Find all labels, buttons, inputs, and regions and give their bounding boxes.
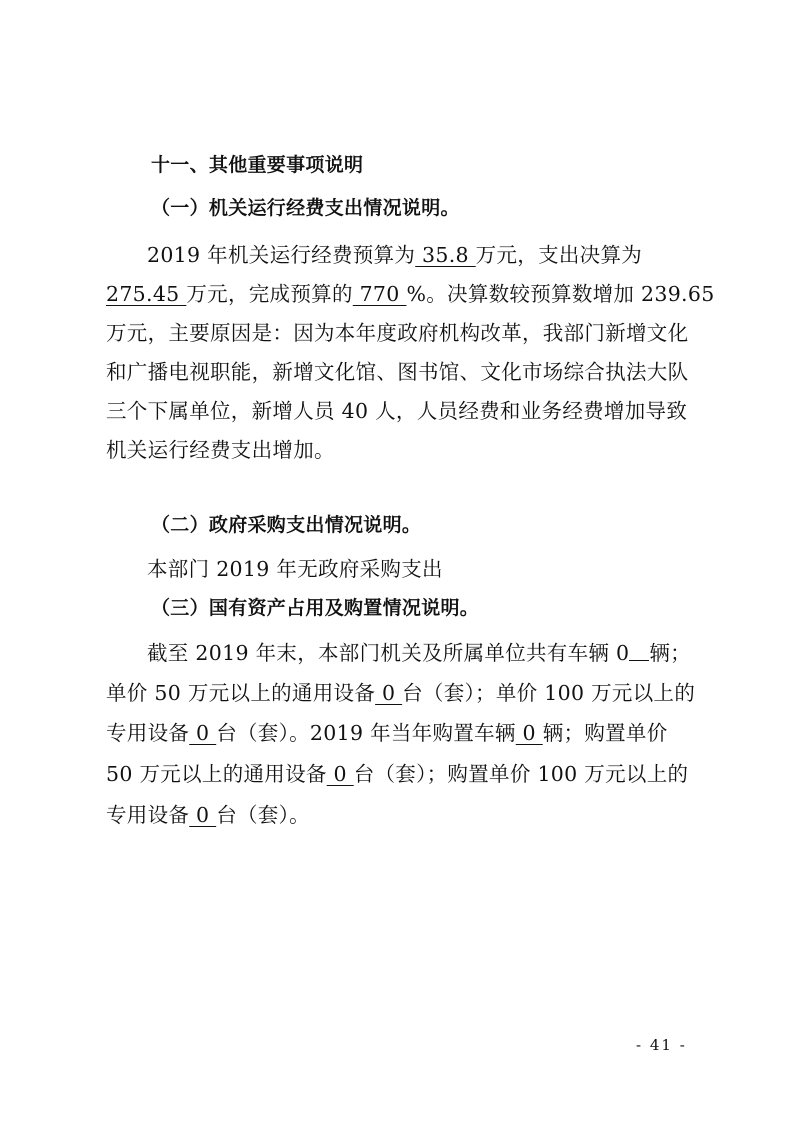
budget-value: 35.8 [415, 243, 476, 267]
general-equipment-purchased-count: 0 [326, 762, 354, 786]
percent-value: 770 [352, 282, 407, 306]
text-span: 专用设备 [106, 721, 190, 745]
page-number: - 41 - [636, 1036, 687, 1054]
sub1-paragraph-line-2 [106, 277, 715, 307]
underline-blank [629, 644, 649, 661]
sub3-line-1 [147, 636, 691, 666]
sub1-paragraph-line-5: 三个下属单位，新增人员 40 人，人员经费和业务经费增加导致 [106, 399, 688, 423]
sub3-title: （三）国有资产占用及购置情况说明。 [151, 597, 480, 619]
sub1-paragraph-line-1 [147, 238, 642, 268]
sub1-paragraph-line-3: 万元，主要原因是：因为本年度政府机构改革，我部门新增文化 [106, 321, 689, 345]
text-span: 辆；购置单价 [542, 721, 668, 745]
text-span: 辆； [649, 641, 691, 665]
text-span: 50 万元以上的通用设备 [106, 762, 327, 786]
text-span: 台（套）。2019 年当年购置车辆 [216, 721, 516, 745]
text-span: 万元，支出决算为 [475, 243, 643, 267]
special-equipment-purchased-count: 0 [189, 803, 217, 827]
text-span: 2019 年机关运行经费预算为 [147, 243, 416, 267]
text-span: 万元，完成预算的 [186, 282, 353, 306]
text-span: %。决算数较预算数增加 239.65 [406, 282, 715, 306]
sub3-line-5 [106, 798, 310, 828]
sub1-paragraph-line-4: 和广播电视职能，新增文化馆、图书馆、文化市场综合执法大队 [106, 360, 689, 384]
section-title: 十一、其他重要事项说明 [151, 154, 364, 176]
general-equipment-count: 0 [375, 681, 403, 705]
sub3-line-4 [106, 757, 688, 787]
sub1-paragraph-line-6: 机关运行经费支出增加。 [106, 438, 335, 462]
text-span: 台（套）；购置单价 100 万元以上的 [353, 762, 689, 786]
actual-value: 275.45 [106, 282, 187, 306]
sub3-line-3 [106, 716, 668, 746]
text-span: 截至 2019 年末，本部门机关及所属单位共有车辆 0 [147, 641, 630, 665]
sub3-line-2 [106, 676, 695, 706]
special-equipment-count: 0 [189, 721, 217, 745]
text-span: 单价 50 万元以上的通用设备 [106, 681, 376, 705]
sub2-text: 本部门 2019 年无政府采购支出 [147, 557, 443, 581]
text-span: 专用设备 [106, 803, 190, 827]
sub1-title: （一）机关运行经费支出情况说明。 [151, 197, 460, 219]
text-span: 台（套）；单价 100 万元以上的 [402, 681, 696, 705]
sub2-title: （二）政府采购支出情况说明。 [151, 514, 422, 536]
vehicles-purchased-count: 0 [515, 721, 543, 745]
text-span: 台（套）。 [216, 803, 310, 827]
